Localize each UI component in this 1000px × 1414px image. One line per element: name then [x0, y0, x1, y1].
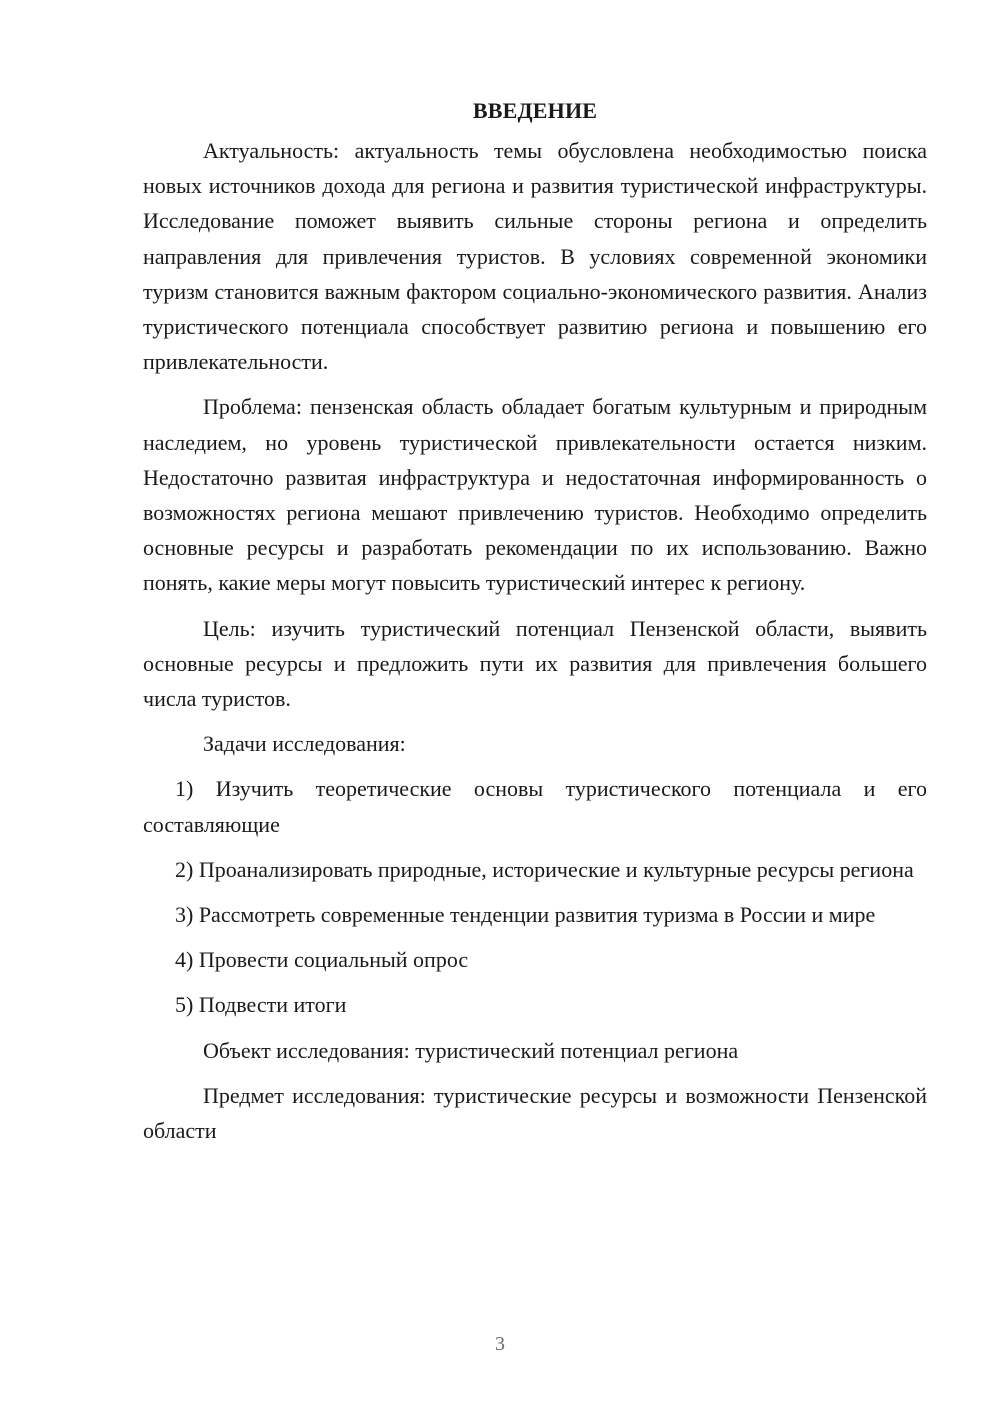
section-title: ВВЕДЕНИЕ: [472, 98, 598, 123]
paragraph-object: Объект исследования: туристический потенциал региона: [203, 1037, 739, 1063]
page-number: 3: [495, 1333, 505, 1355]
paragraph-problem: Проблема: пензенская область обладает богатым культурным и природным наследием, но уровень туристической привлекательности остается низким. Недостаточно развитая инфраструктура и недостаточная информированность о возможностях региона мешают привлечению туристов. Необходимо определить основные ресурсы и разработать рекомендации по их использованию. Важно понять, какие меры могут повысить туристический интерес к региону.: [143, 394, 927, 596]
task-item-5: 5) Подвести итоги: [175, 992, 347, 1018]
paragraph-goal: Цель: изучить туристический потенциал Пензенской области, выявить основные ресурсы и предложить пути их развития для привлечения большего числа туристов.: [143, 615, 927, 712]
paragraph-subject: Предмет исследования: туристические ресурсы и возможности Пензенской области: [143, 1082, 927, 1144]
document-body: [143, 93, 927, 1148]
tasks-heading: Задачи исследования:: [203, 731, 406, 757]
task-item-4: 4) Провести социальный опрос: [175, 947, 469, 973]
paragraph-relevance: Актуальность: актуальность темы обусловлена необходимостью поиска новых источников дохода для региона и развития туристической инфраструктуры. Исследование поможет выявить сильные стороны региона и определить направления для привлечения туристов. В условиях современной экономики туризм становится важным фактором социально-экономического развития. Анализ туристического потенциала способствует развитию региона и повышению его привлекательности.: [143, 138, 927, 375]
task-item-3: 3) Рассмотреть современные тенденции развития туризма в России и мире: [175, 902, 876, 928]
task-item-2: 2) Проанализировать природные, исторические и культурные ресурсы региона: [175, 856, 914, 882]
task-item-1: 1) Изучить теоретические основы туристического потенциала и его составляющие: [143, 776, 927, 837]
